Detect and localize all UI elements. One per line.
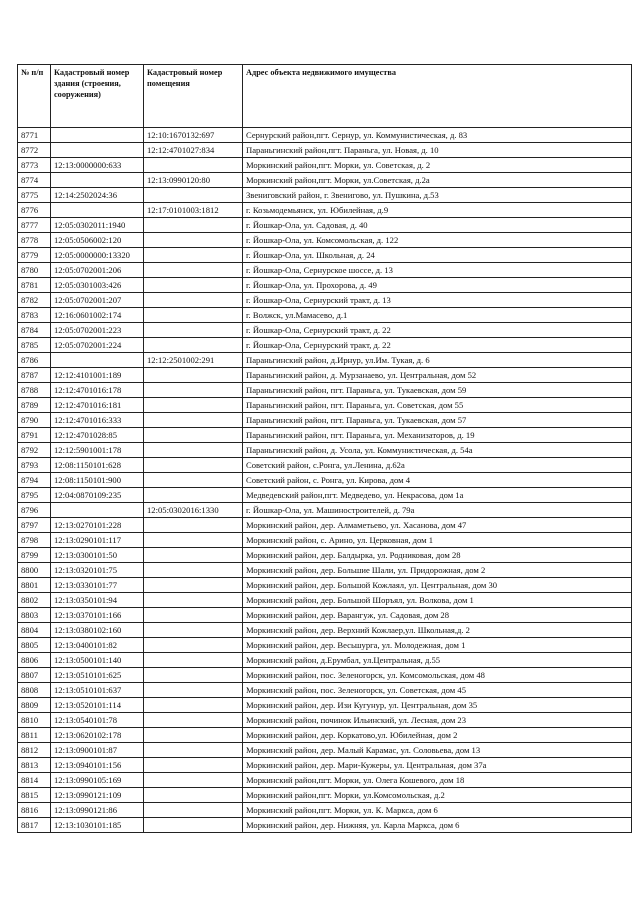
building-cadastral-cell: 12:13:0990121:109: [51, 788, 144, 803]
room-cadastral-cell: 12:13:0990120:80: [144, 173, 243, 188]
row-number-cell: 8817: [18, 818, 51, 833]
room-cadastral-cell: [144, 668, 243, 683]
table-row: [18, 488, 632, 503]
address-cell: Моркинский район, дер. Варангуж, ул. Садовая, дом 28: [243, 608, 632, 623]
row-number-cell: 8779: [18, 248, 51, 263]
building-cadastral-cell: 12:13:0270101:228: [51, 518, 144, 533]
room-cadastral-cell: [144, 548, 243, 563]
row-number-cell: 8808: [18, 683, 51, 698]
address-cell: г. Йошкар-Ола, Сернурский тракт, д. 22: [243, 338, 632, 353]
address-cell: Параньгинский район, пгт. Параньга, ул. Тукаевская, дом 57: [243, 413, 632, 428]
table-row: [18, 653, 632, 668]
address-cell: Моркинский район, дер. Изи Кугунур, ул. Центральная, дом 35: [243, 698, 632, 713]
building-cadastral-cell: 12:05:0301003:426: [51, 278, 144, 293]
room-cadastral-cell: [144, 818, 243, 833]
address-cell: г. Волжск, ул.Мамасево, д.1: [243, 308, 632, 323]
building-cadastral-cell: 12:05:0702001:206: [51, 263, 144, 278]
row-number-cell: 8798: [18, 533, 51, 548]
table-row: [18, 278, 632, 293]
building-cadastral-cell: 12:13:0290101:117: [51, 533, 144, 548]
row-number-cell: 8788: [18, 383, 51, 398]
room-cadastral-cell: [144, 308, 243, 323]
building-cadastral-cell: 12:13:0400101:82: [51, 638, 144, 653]
table-row: [18, 443, 632, 458]
row-number-cell: 8783: [18, 308, 51, 323]
room-cadastral-cell: [144, 638, 243, 653]
table-row: [18, 263, 632, 278]
address-cell: Моркинский район, дер. Балдырка, ул. Родниковая, дом 28: [243, 548, 632, 563]
table-row: [18, 458, 632, 473]
room-cadastral-cell: [144, 188, 243, 203]
room-cadastral-cell: [144, 803, 243, 818]
address-cell: г. Козьмодемьянск, ул. Юбилейная, д.9: [243, 203, 632, 218]
table-row: [18, 563, 632, 578]
room-cadastral-cell: [144, 473, 243, 488]
row-number-cell: 8796: [18, 503, 51, 518]
building-cadastral-cell: [51, 173, 144, 188]
building-cadastral-cell: [51, 143, 144, 158]
building-cadastral-cell: 12:13:0990105:169: [51, 773, 144, 788]
building-cadastral-cell: 12:04:0870109:235: [51, 488, 144, 503]
table-row: [18, 713, 632, 728]
address-cell: г. Йошкар-Ола, Сернурский тракт, д. 13: [243, 293, 632, 308]
address-cell: Моркинский район,пгт. Морки, ул.Комсомольская, д.2: [243, 788, 632, 803]
address-cell: Моркинский район, дер. Большой Шоръял, ул. Волкова, дом 1: [243, 593, 632, 608]
building-cadastral-cell: 12:13:0900101:87: [51, 743, 144, 758]
address-cell: г. Йошкар-Ола, ул. Машиностроителей, д. 79а: [243, 503, 632, 518]
row-number-cell: 8810: [18, 713, 51, 728]
row-number-cell: 8806: [18, 653, 51, 668]
table-row: [18, 638, 632, 653]
room-cadastral-cell: [144, 293, 243, 308]
table-row: [18, 533, 632, 548]
building-cadastral-cell: 12:12:4701016:181: [51, 398, 144, 413]
room-cadastral-cell: [144, 248, 243, 263]
room-cadastral-cell: [144, 773, 243, 788]
row-number-cell: 8814: [18, 773, 51, 788]
table-row: [18, 398, 632, 413]
row-number-cell: 8777: [18, 218, 51, 233]
row-number-cell: 8802: [18, 593, 51, 608]
table-row: [18, 503, 632, 518]
header-address: Адрес объекта недвижимого имущества: [243, 65, 632, 128]
address-cell: Медведевский район,пгт. Медведево, ул. Некрасова, дом 1а: [243, 488, 632, 503]
address-cell: Моркинский район, пос. Зеленогорск, ул. Комсомольская, дом 48: [243, 668, 632, 683]
room-cadastral-cell: [144, 338, 243, 353]
address-cell: г. Йошкар-Ола, Сернурский тракт, д. 22: [243, 323, 632, 338]
row-number-cell: 8787: [18, 368, 51, 383]
room-cadastral-cell: [144, 413, 243, 428]
row-number-cell: 8782: [18, 293, 51, 308]
room-cadastral-cell: 12:05:0302016:1330: [144, 503, 243, 518]
building-cadastral-cell: 12:13:0990121:86: [51, 803, 144, 818]
building-cadastral-cell: 12:12:4701016:178: [51, 383, 144, 398]
room-cadastral-cell: 12:12:4701027:834: [144, 143, 243, 158]
row-number-cell: 8803: [18, 608, 51, 623]
row-number-cell: 8815: [18, 788, 51, 803]
building-cadastral-cell: 12:05:0302011:1940: [51, 218, 144, 233]
header-building-cadastral: Кадастровый номер здания (строения, сооружения): [51, 65, 144, 128]
header-row: [18, 65, 632, 128]
address-cell: Моркинский район, дер. Большие Шали, ул. Придорожная, дом 2: [243, 563, 632, 578]
room-cadastral-cell: [144, 458, 243, 473]
room-cadastral-cell: [144, 368, 243, 383]
table-row: [18, 338, 632, 353]
table-row: [18, 368, 632, 383]
table-row: [18, 143, 632, 158]
room-cadastral-cell: [144, 713, 243, 728]
address-cell: Советский район, с.Ронга, ул.Ленина, д.62а: [243, 458, 632, 473]
row-number-cell: 8774: [18, 173, 51, 188]
row-number-cell: 8794: [18, 473, 51, 488]
row-number-cell: 8778: [18, 233, 51, 248]
building-cadastral-cell: 12:13:0620102:178: [51, 728, 144, 743]
row-number-cell: 8805: [18, 638, 51, 653]
row-number-cell: 8785: [18, 338, 51, 353]
room-cadastral-cell: [144, 443, 243, 458]
room-cadastral-cell: [144, 758, 243, 773]
room-cadastral-cell: 12:12:2501002:291: [144, 353, 243, 368]
table-row: [18, 308, 632, 323]
table-row: [18, 803, 632, 818]
address-cell: Параньгинский район, пгт. Параньга, ул. Механизаторов, д. 19: [243, 428, 632, 443]
address-cell: Сернурский район,пгт. Сернур, ул. Коммунистическая, д. 83: [243, 128, 632, 143]
room-cadastral-cell: [144, 218, 243, 233]
address-cell: Параньгинский район,пгт. Параньга, ул. Новая, д. 10: [243, 143, 632, 158]
table-row: [18, 518, 632, 533]
address-cell: Моркинский район,пгт. Морки, ул. Олега Кошевого, дом 18: [243, 773, 632, 788]
building-cadastral-cell: 12:12:5901001:178: [51, 443, 144, 458]
building-cadastral-cell: 12:12:4101001:189: [51, 368, 144, 383]
row-number-cell: 8775: [18, 188, 51, 203]
address-cell: Моркинский район, дер. Коркатово,ул. Юбилейная, дом 2: [243, 728, 632, 743]
row-number-cell: 8772: [18, 143, 51, 158]
address-cell: Моркинский район, дер. Малый Карамас, ул. Соловьева, дом 13: [243, 743, 632, 758]
table-row: [18, 758, 632, 773]
room-cadastral-cell: [144, 653, 243, 668]
building-cadastral-cell: 12:05:0702001:207: [51, 293, 144, 308]
row-number-cell: 8776: [18, 203, 51, 218]
building-cadastral-cell: 12:13:0500101:140: [51, 653, 144, 668]
row-number-cell: 8791: [18, 428, 51, 443]
row-number-cell: 8813: [18, 758, 51, 773]
table-row: [18, 428, 632, 443]
table-row: [18, 233, 632, 248]
building-cadastral-cell: 12:05:0702001:223: [51, 323, 144, 338]
row-number-cell: 8800: [18, 563, 51, 578]
table-row: [18, 683, 632, 698]
row-number-cell: 8789: [18, 398, 51, 413]
building-cadastral-cell: 12:12:4701016:333: [51, 413, 144, 428]
building-cadastral-cell: 12:13:0940101:156: [51, 758, 144, 773]
table-row: [18, 158, 632, 173]
address-cell: г. Йошкар-Ола, ул. Садовая, д. 40: [243, 218, 632, 233]
building-cadastral-cell: 12:08:1150101:628: [51, 458, 144, 473]
building-cadastral-cell: 12:13:0540101:78: [51, 713, 144, 728]
room-cadastral-cell: [144, 383, 243, 398]
address-cell: Параньгинский район, д. Мурзанаево, ул. Центральная, дом 52: [243, 368, 632, 383]
room-cadastral-cell: [144, 488, 243, 503]
row-number-cell: 8797: [18, 518, 51, 533]
room-cadastral-cell: [144, 698, 243, 713]
address-cell: Моркинский район, с. Арино, ул. Церковная, дом 1: [243, 533, 632, 548]
table-row: [18, 248, 632, 263]
address-cell: Моркинский район, дер. Мари-Кужеры, ул. Центральная, дом 37а: [243, 758, 632, 773]
building-cadastral-cell: 12:13:0370101:166: [51, 608, 144, 623]
building-cadastral-cell: 12:12:4701028:85: [51, 428, 144, 443]
room-cadastral-cell: [144, 428, 243, 443]
row-number-cell: 8807: [18, 668, 51, 683]
row-number-cell: 8784: [18, 323, 51, 338]
building-cadastral-cell: 12:13:0350101:94: [51, 593, 144, 608]
room-cadastral-cell: [144, 593, 243, 608]
building-cadastral-cell: 12:13:0000000:633: [51, 158, 144, 173]
address-cell: Моркинский район, д.Ерумбал, ул.Центральная, д.55: [243, 653, 632, 668]
table-row: [18, 473, 632, 488]
room-cadastral-cell: [144, 608, 243, 623]
table-row: [18, 293, 632, 308]
table-row: [18, 623, 632, 638]
address-cell: Моркинский район,пгт. Морки, ул.Советская, д.2а: [243, 173, 632, 188]
row-number-cell: 8771: [18, 128, 51, 143]
row-number-cell: 8793: [18, 458, 51, 473]
address-cell: Звениговский район, г. Звенигово, ул. Пушкина, д.53: [243, 188, 632, 203]
building-cadastral-cell: 12:14:2502024:36: [51, 188, 144, 203]
building-cadastral-cell: 12:13:0300101:50: [51, 548, 144, 563]
row-number-cell: 8812: [18, 743, 51, 758]
room-cadastral-cell: 12:10:1670132:697: [144, 128, 243, 143]
header-num: № п/п: [18, 65, 51, 128]
building-cadastral-cell: 12:13:1030101:185: [51, 818, 144, 833]
table-row: [18, 728, 632, 743]
row-number-cell: 8816: [18, 803, 51, 818]
address-cell: Моркинский район, дер. Верхний Кожлаер,ул. Школьная,д. 2: [243, 623, 632, 638]
address-cell: Моркинский район, дер. Алмаметьево, ул. Хасанова, дом 47: [243, 518, 632, 533]
table-row: [18, 773, 632, 788]
room-cadastral-cell: 12:17:0101003:1812: [144, 203, 243, 218]
row-number-cell: 8790: [18, 413, 51, 428]
address-cell: Моркинский район, починок Ильинский, ул. Лесная, дом 23: [243, 713, 632, 728]
address-cell: Советский район, с. Ронга, ул. Кирова, дом 4: [243, 473, 632, 488]
table-row: [18, 128, 632, 143]
table-row: [18, 608, 632, 623]
table-row: [18, 593, 632, 608]
table-row: [18, 578, 632, 593]
building-cadastral-cell: 12:13:0320101:75: [51, 563, 144, 578]
address-cell: Моркинский район,пгт. Морки, ул. К. Маркса, дом 6: [243, 803, 632, 818]
building-cadastral-cell: 12:13:0510101:637: [51, 683, 144, 698]
address-cell: Моркинский район, дер. Большой Кожлаял, ул. Центральная, дом 30: [243, 578, 632, 593]
address-cell: Параньгинский район, д. Усола, ул. Коммунистическая, д. 54а: [243, 443, 632, 458]
row-number-cell: 8786: [18, 353, 51, 368]
room-cadastral-cell: [144, 518, 243, 533]
table-row: [18, 353, 632, 368]
building-cadastral-cell: [51, 353, 144, 368]
building-cadastral-cell: [51, 503, 144, 518]
building-cadastral-cell: 12:05:0506002:120: [51, 233, 144, 248]
table-row: [18, 203, 632, 218]
row-number-cell: 8773: [18, 158, 51, 173]
row-number-cell: 8804: [18, 623, 51, 638]
room-cadastral-cell: [144, 683, 243, 698]
table-body: [18, 128, 632, 833]
table-header: [18, 65, 632, 128]
building-cadastral-cell: [51, 203, 144, 218]
row-number-cell: 8809: [18, 698, 51, 713]
row-number-cell: 8811: [18, 728, 51, 743]
building-cadastral-cell: 12:13:0510101:625: [51, 668, 144, 683]
building-cadastral-cell: 12:05:0702001:224: [51, 338, 144, 353]
room-cadastral-cell: [144, 623, 243, 638]
building-cadastral-cell: 12:13:0520101:114: [51, 698, 144, 713]
table-row: [18, 698, 632, 713]
room-cadastral-cell: [144, 323, 243, 338]
address-cell: г. Йошкар-Ола, Сернурское шоссе, д. 13: [243, 263, 632, 278]
table-row: [18, 668, 632, 683]
room-cadastral-cell: [144, 398, 243, 413]
table-row: [18, 413, 632, 428]
row-number-cell: 8795: [18, 488, 51, 503]
room-cadastral-cell: [144, 263, 243, 278]
table-row: [18, 383, 632, 398]
address-cell: Параньгинский район, пгт. Параньга, ул. Тукаевская, дом 59: [243, 383, 632, 398]
building-cadastral-cell: [51, 128, 144, 143]
table-row: [18, 323, 632, 338]
row-number-cell: 8792: [18, 443, 51, 458]
table-row: [18, 173, 632, 188]
room-cadastral-cell: [144, 533, 243, 548]
room-cadastral-cell: [144, 563, 243, 578]
room-cadastral-cell: [144, 743, 243, 758]
building-cadastral-cell: 12:13:0380102:160: [51, 623, 144, 638]
room-cadastral-cell: [144, 233, 243, 248]
row-number-cell: 8780: [18, 263, 51, 278]
address-cell: Моркинский район, дер. Нижняя, ул. Карла Маркса, дом 6: [243, 818, 632, 833]
table-row: [18, 188, 632, 203]
table-row: [18, 743, 632, 758]
building-cadastral-cell: 12:16:0601002:174: [51, 308, 144, 323]
building-cadastral-cell: 12:08:1150101:900: [51, 473, 144, 488]
address-cell: Моркинский район, пос. Зеленогорск, ул. Советская, дом 45: [243, 683, 632, 698]
room-cadastral-cell: [144, 728, 243, 743]
room-cadastral-cell: [144, 158, 243, 173]
address-cell: г. Йошкар-Ола, ул. Комсомольская, д. 122: [243, 233, 632, 248]
header-room-cadastral: Кадастровый номер помещения: [144, 65, 243, 128]
building-cadastral-cell: 12:13:0330101:77: [51, 578, 144, 593]
address-cell: Моркинский район, дер. Весьшурга, ул. Молодежная, дом 1: [243, 638, 632, 653]
table-row: [18, 548, 632, 563]
property-register-table: [17, 64, 632, 833]
address-cell: г. Йошкар-Ола, ул. Прохорова, д. 49: [243, 278, 632, 293]
room-cadastral-cell: [144, 788, 243, 803]
room-cadastral-cell: [144, 278, 243, 293]
table-row: [18, 788, 632, 803]
address-cell: Параньгинский район, пгт. Параньга, ул. Советская, дом 55: [243, 398, 632, 413]
address-cell: Параньгинский район, д.Ирнур, ул.Им. Тукая, д. 6: [243, 353, 632, 368]
address-cell: Моркинский район,пгт. Морки, ул. Советская, д. 2: [243, 158, 632, 173]
address-cell: г. Йошкар-Ола, ул. Школьная, д. 24: [243, 248, 632, 263]
row-number-cell: 8799: [18, 548, 51, 563]
row-number-cell: 8781: [18, 278, 51, 293]
room-cadastral-cell: [144, 578, 243, 593]
table-row: [18, 818, 632, 833]
building-cadastral-cell: 12:05:0000000:13320: [51, 248, 144, 263]
row-number-cell: 8801: [18, 578, 51, 593]
table-row: [18, 218, 632, 233]
